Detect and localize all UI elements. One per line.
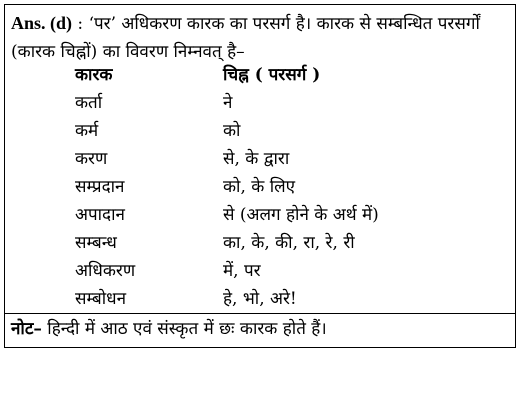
- note-text: हिन्दी में आठ एवं संस्कृत में छः कारक होते हैं।: [41, 319, 327, 339]
- answer-colon: :: [72, 14, 89, 34]
- table-row: [5, 173, 515, 201]
- note-label: नोट–: [11, 319, 42, 339]
- karak-name: कर्म: [75, 121, 99, 141]
- karak-chihn: का, के, की, रा, रे, री: [223, 233, 355, 253]
- table-row: [5, 285, 515, 313]
- header-karak: कारक: [75, 65, 113, 85]
- karak-name: सम्बन्ध: [75, 233, 117, 253]
- table-row: [5, 257, 515, 285]
- karak-name: करण: [75, 149, 108, 169]
- karak-name: सम्बोधन: [75, 289, 127, 309]
- karak-name: अधिकरण: [75, 261, 136, 281]
- karak-chihn: से, के द्वारा: [223, 149, 290, 169]
- karak-chihn: हे, भो, अरे!: [223, 289, 297, 309]
- table-row: [5, 89, 515, 117]
- answer-box: [4, 4, 516, 348]
- answer-intro-text: ‘पर’ अधिकरण कारक का परसर्ग है। कारक से सम्बन्धित परसर्गों (कारक चिह्नों) का विवरण निम्नवत् है–: [11, 14, 480, 62]
- karak-chihn: से (अलग होने के अर्थ में): [223, 205, 379, 225]
- karak-name: अपादान: [75, 205, 125, 225]
- karak-name: सम्प्रदान: [75, 177, 125, 197]
- answer-intro: [11, 9, 511, 66]
- note-line: [5, 313, 515, 347]
- karak-chihn: को, के लिए: [223, 177, 296, 197]
- karak-name: कर्ता: [75, 93, 103, 113]
- table-row: [5, 117, 515, 145]
- karak-chihn: में, पर: [223, 261, 261, 281]
- karak-chihn: ने: [223, 93, 233, 113]
- answer-label: Ans. (d): [11, 13, 73, 33]
- table-row: [5, 229, 515, 257]
- header-chihn: चिह्न ( परसर्ग ): [223, 65, 321, 85]
- table-header-row: [5, 61, 515, 89]
- karak-chihn: को: [223, 121, 241, 141]
- table-row: [5, 201, 515, 229]
- table-row: [5, 145, 515, 173]
